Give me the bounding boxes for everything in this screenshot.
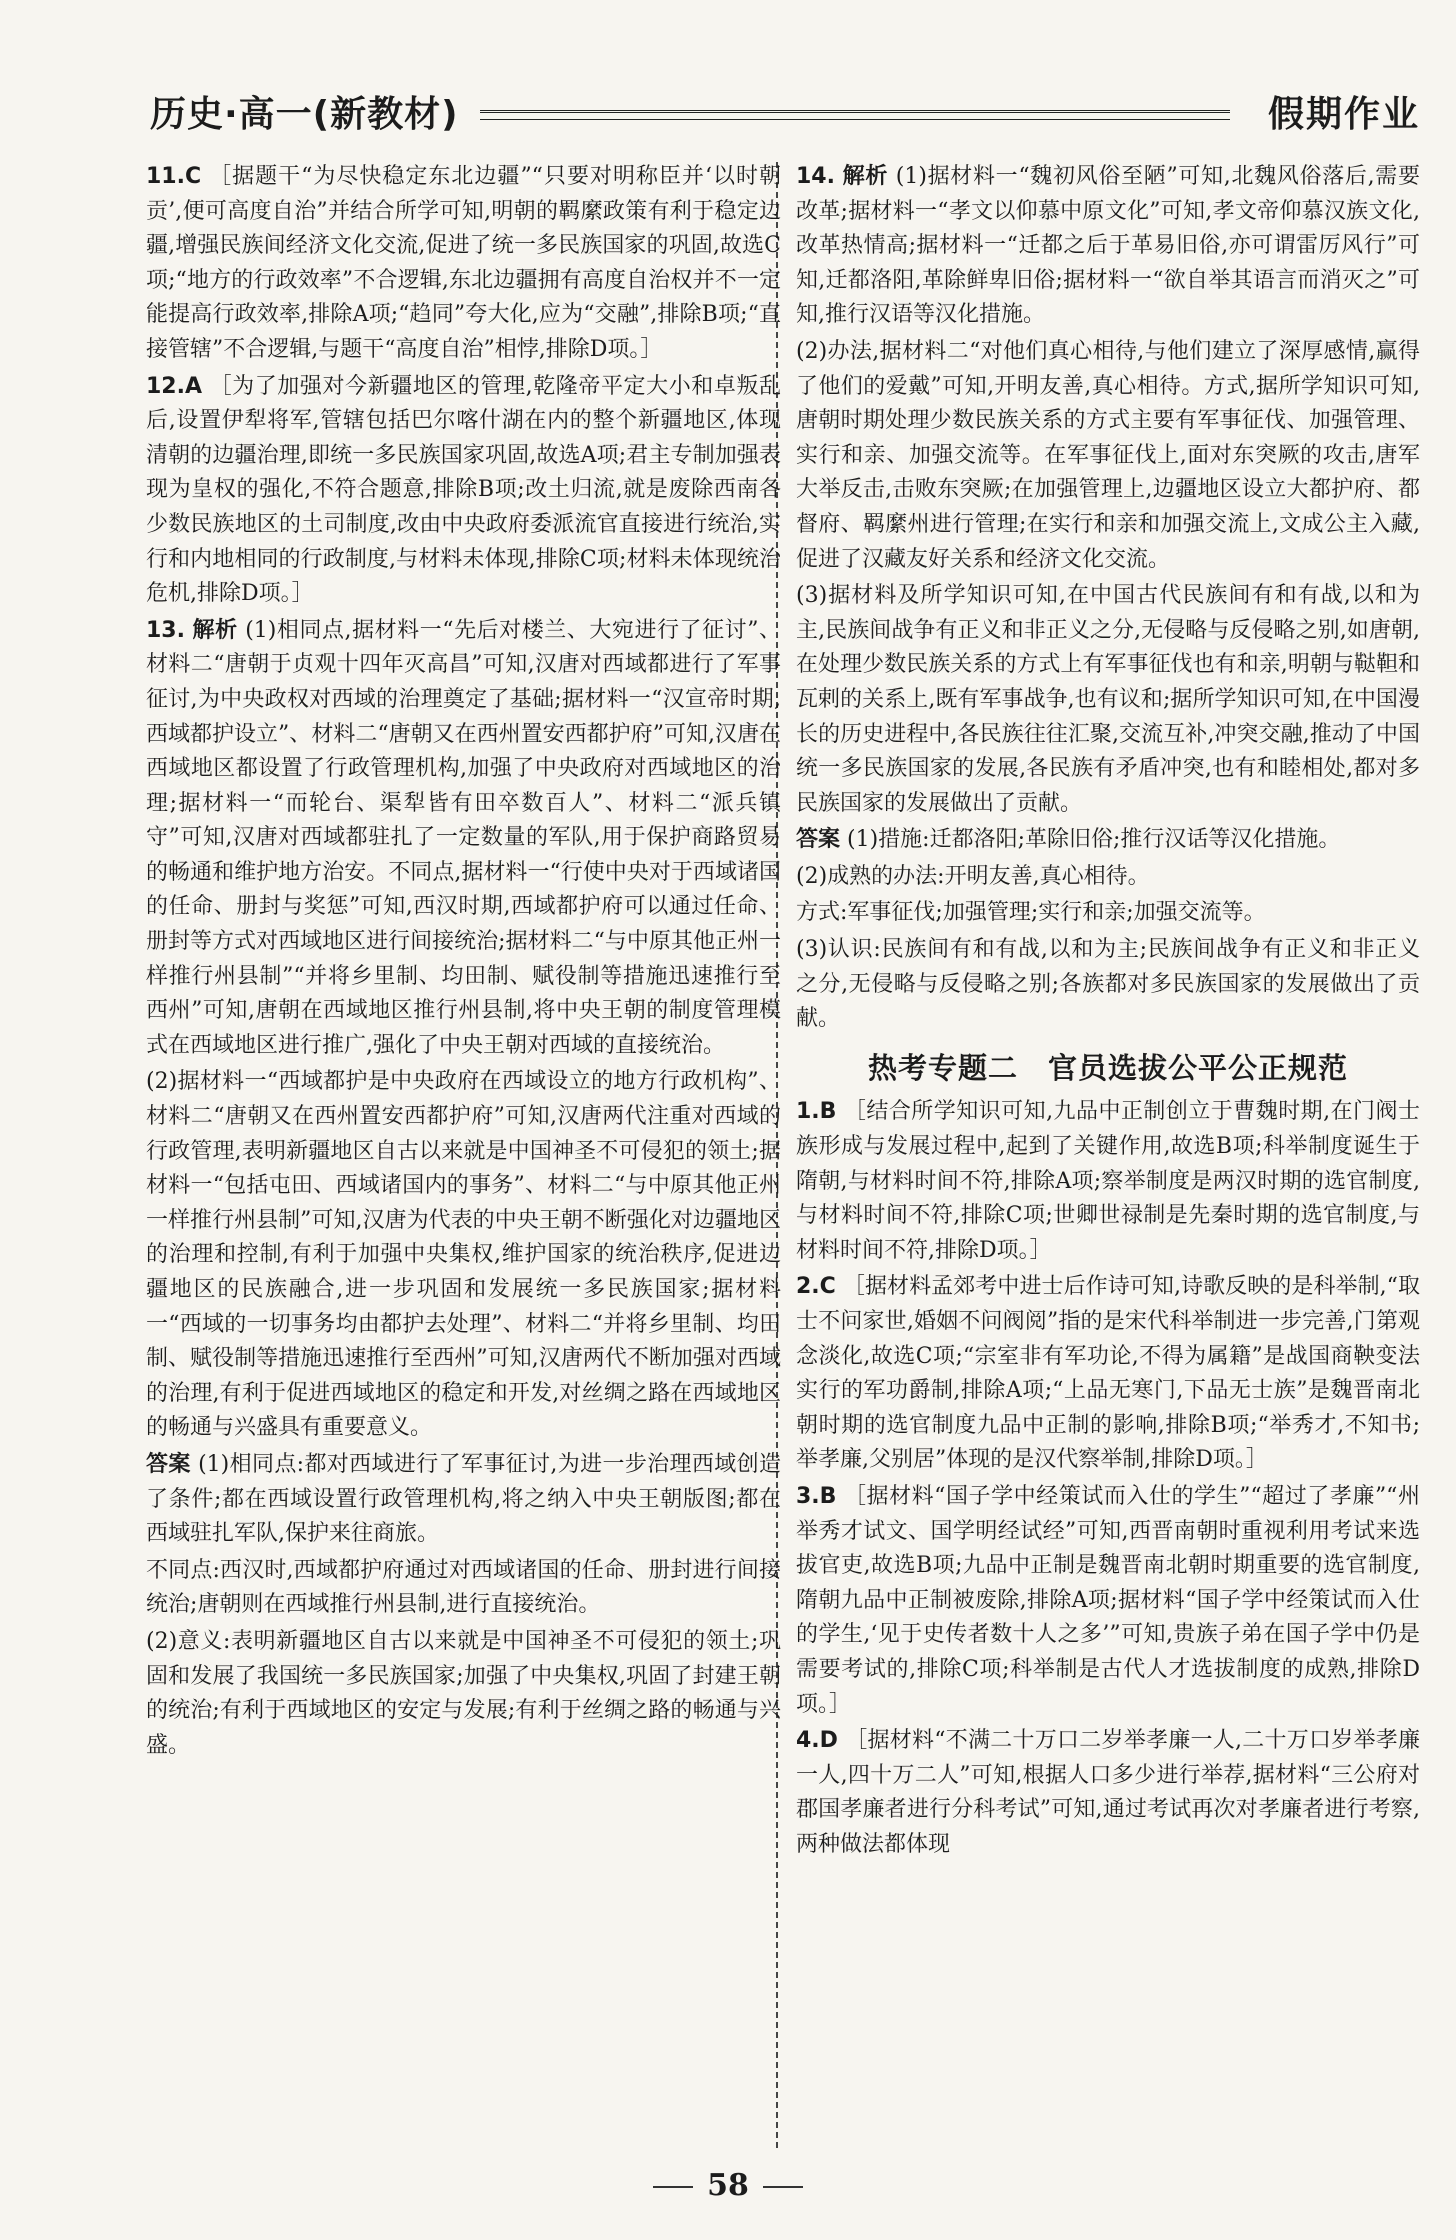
section-title: 热考专题二 官员选拔公平公正规范 (867, 1050, 1348, 1085)
item-number: 12.A (146, 373, 202, 399)
answer-item-13 (146, 614, 781, 1064)
analysis-part-2: (2)据材料一“西域都护是中央政府在西域设立的地方行政机构”、材料二“唐朝又在西州置安西都护府”可知,汉唐两代注重对西域的行政管理,表明新疆地区自古以来就是中国神圣不可侵犯的领土;据材料一“包括屯田、西域诸国内的事务”、材料二“与中原其他正州一样推行州县制”可知,汉唐为代表的中央王朝不断强化对边疆地区的治理和控制,有利于加强中央集权,维护国家的统治秩序,促进边疆地区的民族融合,进一步巩固和发展统一多民族国家;据材料一“西域的一切事务均由都护去处理”、材料二“并将乡里制、均田制、赋役制等措施迅速推行至西州”可知,汉唐两代不断加强对西域的治理,有利于促进西域地区的稳定和开发,对丝绸之路在西域地区的畅通与兴盛具有重要意义。 (146, 1069, 781, 1441)
item-text: ［据材料孟郊考中进士后作诗可知,诗歌反映的是科举制,“取士不问家世,婚姻不问阀阅”指的是宋代科举制进一步完善,门第观念淡化,故选C项;“宗室非有军功论,不得为属籍”是战国商鞅变法实行的军功爵制,排除A项;“上品无寒门,下品无士族”是魏晋南北朝时期的选官制度九品中正制的影响,排除B项;“举秀才,不知书;举孝廉,父别居”体现的是汉代察举制,排除D项。］ (796, 1274, 1420, 1473)
page-number-value: 58 (707, 2168, 749, 2203)
item-text: ［据材料“国子学中经策试而入仕的学生”“超过了孝廉”“州举秀才试文、国学明经试经”可知,西晋南朝时重视利用考试来选拔官吏,故选B项;九品中正制是魏晋南北朝时期重要的选官制度,隋朝九品中正制被废除,排除A项;据材料“国子学中经策试而入仕的学生,‘见于史传者数十人之多’”可知,贵族子弟在国子学中仍是需要考试的,排除C项;科举制是古代人才选拔制度的成熟,排除D项。］ (796, 1483, 1420, 1717)
header-rule (480, 110, 1230, 120)
item-text: ［为了加强对今新疆地区的管理,乾隆帝平定大小和卓叛乱后,设置伊犁将军,管辖包括巴尔喀什湖在内的整个新疆地区,体现清朝的边疆治理,即统一多民族国家巩固,故选A项;君主专制加强表现为皇权的强化,不符合题意,排除B项;改土归流,就是废除西南各少数民族地区的土司制度,改由中央政府委派流官直接进行统治,实行和内地相同的行政制度,与材料未体现,排除C项;材料未体现统治危机,排除D项。］ (146, 373, 781, 607)
answer-item-3 (796, 1480, 1420, 1722)
item-number: 1.B (796, 1099, 837, 1125)
answer-block (796, 823, 1420, 858)
answer-methods: 方式:军事征伐;加强管理;实行和亲;加强交流等。 (796, 900, 1266, 926)
answer-item-2 (796, 1270, 1420, 1478)
analysis-part-3: (3)据材料及所学知识可知,在中国古代民族间有和有战,以和为主,民族间战争有正义和非正义之分,无侵略与反侵略之别,如唐朝,在处理少数民族关系的方式上有军事征伐也有和亲,明朝与鞑靼和瓦剌的关系上,既有军事战争,也有议和;据所学知识可知,在中国漫长的历史进程中,各民族往往汇聚,交流互补,冲突交融,推动了中国统一多民族国家的发展,各民族有矛盾冲突,也有和睦相处,都对多民族国家的发展做出了贡献。 (796, 583, 1420, 816)
analysis-label: 解析 (842, 164, 889, 189)
page-number-dash-left (653, 2186, 693, 2188)
header-series: 假期作业 (1267, 94, 1420, 135)
analysis-label: 解析 (192, 617, 238, 643)
analysis-part-2: (2)办法,据材料二“对他们真心相待,与他们建立了深厚感情,赢得了他们的爱戴”可知,开明友善,真心相待。方式,据所学知识可知,唐朝时期处理少数民族关系的方式主要有军事征伐、加强管理、实行和亲、加强交流等。在军事征伐上,面对东突厥的攻击,唐军大举反击,击败东突厥;在加强管理上,边疆地区设立大都护府、都督府、羁縻州进行管理;在实行和亲和加强交流上,文成公主入藏,促进了汉藏友好关系和经济文化交流。 (796, 338, 1420, 572)
page-header (150, 86, 1420, 134)
answer-item-11 (146, 160, 781, 368)
item-number: 2.C (796, 1274, 836, 1300)
answer-text: (1)相同点:都对西域进行了军事征讨,为进一步治理西域创造了条件;都在西域设置行政管理机构,将之纳入中央王朝版图;都在西域驻扎军队,保护来往商旅。 (146, 1451, 781, 1547)
item-number: 3.B (796, 1483, 837, 1509)
answer-differences: 不同点:西汉时,西域都护府通过对西域诸国的任命、册封进行间接统治;唐朝则在西域推行州县制,进行直接统治。 (146, 1557, 781, 1618)
answer-block (146, 1448, 781, 1552)
answer-item-14 (796, 160, 1420, 333)
answer-label: 答案 (146, 1451, 191, 1477)
right-column (796, 160, 1420, 1865)
answer-part-3: (3)认识:民族间有和有战,以和为主;民族间战争有正义和非正义之分,无侵略与反侵略之别;各族都对多民族国家的发展做出了贡献。 (796, 937, 1420, 1032)
item-text: ［结合所学知识可知,九品中正制创立于曹魏时期,在门阀士族形成与发展过程中,起到了关键作用,故选B项;科举制度诞生于隋朝,与材料时间不符,排除A项;察举制度是两汉时期的选官制度,与材料时间不符,排除C项;世卿世禄制是先秦时期的选官制度,与材料时间不符,排除D项。］ (796, 1099, 1421, 1263)
header-subject: 历史·高一(新教材) (150, 94, 459, 135)
item-number: 11.C (146, 164, 202, 189)
answer-part-2: (2)成熟的办法:开明友善,真心相待。 (796, 863, 1150, 889)
answer-item-1 (796, 1095, 1420, 1268)
answer-item-4 (796, 1724, 1420, 1862)
item-number: 13. (146, 617, 185, 643)
page-number-dash-right (763, 2186, 803, 2188)
answer-text: (1)措施:迁都洛阳;革除旧俗;推行汉话等汉化措施。 (847, 827, 1341, 853)
item-text: (1)据材料一“魏初风俗至陋”可知,北魏风俗落后,需要改革;据材料一“孝文以仰慕中原文化”可知,孝文帝仰慕汉族文化,改革热情高;据材料一“迁都之后于革易旧俗,亦可谓雷厉风行”可知,迁都洛阳,革除鲜卑旧俗;据材料一“欲自举其语言而消灭之”可知,推行汉语等汉化措施。 (796, 164, 1420, 328)
item-number: 4.D (796, 1728, 838, 1754)
answer-significance: (2)意义:表明新疆地区自古以来就是中国神圣不可侵犯的领土;巩固和发展了我国统一多民族国家;加强了中央集权,巩固了封建王朝的统治;有利于西域地区的安定与发展;有利于丝绸之路的畅通与兴盛。 (146, 1628, 781, 1758)
item-text: ［据题干“为尽快稳定东北边疆”“只要对明称臣并‘以时朝贡’,便可高度自治”并结合所学可知,明朝的羁縻政策有利于稳定边疆,增强民族间经济文化交流,促进了统一多民族国家的巩固,故选C项;“地方的行政效率”不合逻辑,东北边疆拥有高度自治权并不一定能提高行政效率,排除A项;“趋同”夸大化,应为“交融”,排除B项;“直接管辖”不合逻辑,与题干“高度自治”相悖,排除D项。］ (146, 164, 781, 362)
page-number (0, 2168, 1456, 2203)
answer-item-12 (146, 370, 781, 612)
left-column (146, 160, 781, 1765)
item-text: ［据材料“不满二十万口二岁举孝廉一人,二十万口岁举孝廉一人,四十万二人”可知,根据人口多少进行举荐,据材料“三公府对郡国孝廉者进行分科考试”可知,通过考试再次对孝廉者进行考察,两种做法都体现 (796, 1728, 1420, 1857)
item-text: (1)相同点,据材料一“先后对楼兰、大宛进行了征讨”、材料二“唐朝于贞观十四年灭高昌”可知,汉唐对西域都进行了军事征讨,为中央政权对西域的治理奠定了基础;据材料一“汉宣帝时期,西域都护设立”、材料二“唐朝又在西州置安西都护府”可知,汉唐在西域地区都设置了行政管理机构,加强了中央政府对西域地区的治理;据材料一“而轮台、渠犁皆有田卒数百人”、材料二“派兵镇守”可知,汉唐对西域都驻扎了一定数量的军队,用于保护商路贸易的畅通和维护地方治安。不同点,据材料一“行使中央对于西域诸国的任命、册封与奖惩”可知,西汉时期,西域都护府可以通过任命、册封等方式对西域地区进行间接统治;据材料二“与中原其他正州一样推行州县制”“并将乡里制、均田制、赋役制等措施迅速推行至西州”可知,唐朝在西域地区推行州县制,将中央王朝的制度管理模式在西域地区进行推广,强化了中央王朝对西域的直接统治。 (146, 617, 781, 1058)
item-number: 14. (796, 164, 835, 189)
answer-label: 答案 (796, 827, 841, 853)
